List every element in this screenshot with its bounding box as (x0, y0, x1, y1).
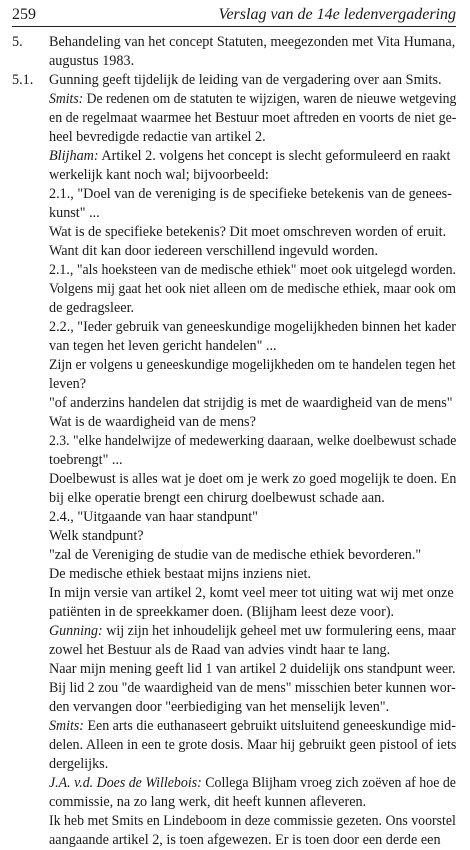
line-text: augustus 1983. (49, 53, 135, 69)
text-line (49, 527, 144, 546)
line-text: De medische ethiek bestaat mijns inziens niet. (49, 566, 311, 582)
line-text: aangaande artikel 2, is toen afgewezen. Er is toen door een derde een (49, 832, 441, 848)
line-text: dergelijks. (49, 756, 109, 772)
speaker-name: Blijham: (49, 148, 99, 164)
line-text: Want dit kan door iedereen verschillend ingevuld worden. (49, 243, 379, 259)
line-text: "zal de Vereniging de studie van de medische ethiek bevorderen." (49, 547, 422, 563)
line-text: 2.2., "Ieder gebruik van geneeskundige mogelijkheden binnen het kader (49, 319, 457, 335)
text-line (49, 375, 86, 394)
line-text: Ik heb met Smits en Lindeboom in deze commissie gezeten. Ons voorstel (49, 813, 456, 829)
header-rule (12, 26, 456, 27)
text-line (49, 33, 455, 52)
line-text: zowel het Bestuur als de Raad van advies vindt haar te lang. (49, 642, 391, 658)
text-line (49, 736, 456, 755)
line-text: bij elke operatie brengt een chirurg doelbewust schade aan. (49, 490, 385, 506)
speaker-name: J.A. v.d. Does de Willebois: (49, 775, 202, 791)
line-text: toebrengt" ... (49, 452, 123, 468)
line-text: Wat is de specifieke betekenis? Dit moet omschreven worden of eruit. (49, 224, 447, 240)
line-text: 2.1., "Doel van de vereniging is de specifieke betekenis van de genees- (49, 186, 452, 202)
text-line (49, 698, 389, 717)
line-text: 2.3. "elke handelwijze of medewerking daaraan, welke doelbewust schade (49, 433, 457, 449)
line-text: de gedragsleer. (49, 300, 135, 316)
text-line (49, 337, 277, 356)
text-line (49, 128, 266, 147)
text-line (49, 755, 108, 774)
text-line (49, 413, 256, 432)
line-text: Zijn er volgens u geneeskundige mogelijkheden om te handelen tegen het (49, 357, 456, 373)
text-line (49, 793, 366, 812)
text-line (49, 52, 134, 71)
text-line (49, 831, 441, 850)
line-text: 2.4., "Uitgaande van haar standpunt" (49, 509, 258, 525)
text-line (49, 565, 311, 584)
text-line (49, 489, 385, 508)
text-line (49, 90, 456, 109)
line-text: den vervangen door "eerbiediging van het menselijk leven". (49, 699, 390, 715)
line-text: kunst" ... (49, 205, 100, 221)
text-line (49, 166, 269, 185)
text-line (49, 812, 456, 831)
line-text: Collega Blijham vroeg zich zoëven af hoe de (201, 775, 456, 791)
text-line (49, 584, 454, 603)
line-text: Gunning geeft tijdelijk de leiding van de vergadering over aan Smits. (49, 72, 442, 88)
text-line (49, 774, 456, 793)
text-line (49, 508, 258, 527)
line-text: wij zijn het inhoudelijk geheel met uw formulering eens, maar (102, 623, 456, 639)
line-text: leven? (49, 376, 87, 392)
line-text: Artikel 2. volgens het concept is slecht geformuleerd en raakt (98, 148, 451, 164)
text-line (49, 717, 456, 736)
text-line (49, 546, 421, 565)
text-line (49, 223, 446, 242)
line-text: commissie, na zo lang werk, dit heeft kunnen afleveren. (49, 794, 367, 810)
text-line (49, 185, 452, 204)
text-line (49, 71, 442, 90)
line-text: patiënten in de spreekkamer doen. (Blijham leest deze voor). (49, 604, 395, 620)
line-text: en de regelmaat waarmee het Bestuur moet aftreden en voorts de niet ge- (49, 110, 457, 126)
line-text: Doelbewust is alles wat je doet om je werk zo goed mogelijk te doen. En (49, 471, 457, 487)
line-text: Een arts die euthanaseert gebruikt uitsluitend geneeskundige mid- (83, 718, 456, 734)
page-number: 259 (12, 6, 36, 23)
text-line (49, 432, 456, 451)
text-line (49, 109, 456, 128)
speaker-name: Gunning: (49, 623, 103, 639)
text-line (49, 242, 378, 261)
line-text: werkelijk kant noch wal; bijvoorbeeld: (49, 167, 269, 183)
text-line (49, 394, 453, 413)
text-line (49, 451, 123, 470)
item-number: 5.1. (12, 72, 34, 88)
text-line (49, 470, 456, 489)
text-line (49, 147, 450, 166)
item-number: 5. (12, 34, 23, 50)
text-line (49, 603, 394, 622)
text-line (49, 280, 456, 299)
text-line (49, 356, 456, 375)
text-line (49, 622, 456, 641)
speaker-name: Smits: (49, 718, 84, 734)
line-text: Welk standpunt? (49, 528, 144, 544)
line-text: In mijn versie van artikel 2, komt veel meer tot uiting wat wij met onze (49, 585, 454, 601)
text-line (49, 318, 456, 337)
text-line (49, 204, 100, 223)
line-text: Wat is de waardigheid van de mens? (49, 414, 256, 430)
line-text: Behandeling van het concept Statuten, meegezonden met Vita Humana, (49, 34, 456, 50)
line-text: Volgens mij gaat het ook niet alleen om de medische ethiek, maar ook om (49, 281, 456, 297)
line-text: Bij lid 2 zou "de waardigheid van de mens" misschien beter kunnen wor- (49, 680, 456, 696)
line-text: Naar mijn mening geeft lid 1 van artikel 2 duidelijk ons standpunt weer. (49, 661, 456, 677)
text-line (49, 299, 134, 318)
line-text: van tegen het leven gericht handelen" ... (49, 338, 277, 354)
line-text: heel bevredigde redactie van artikel 2. (49, 129, 266, 145)
text-line (49, 660, 456, 679)
text-line (49, 261, 456, 280)
line-text: 2.1., "als hoeksteen van de medische ethiek" moet ook uitgelegd worden. (49, 262, 457, 278)
running-title: Verslag van de 14e ledenvergadering (218, 6, 456, 23)
line-text: "of anderzins handelen dat strijdig is met de waardigheid van de mens" (49, 395, 453, 411)
speaker-name: Smits: (49, 91, 84, 107)
text-line (49, 641, 390, 660)
line-text: De redenen om de statuten te wijzigen, waren de nieuwe wetgeving (83, 91, 457, 107)
text-line (49, 679, 456, 698)
line-text: delen. Alleen in een te grote dosis. Maar hij gebruikt geen pistool of iets (49, 737, 457, 753)
